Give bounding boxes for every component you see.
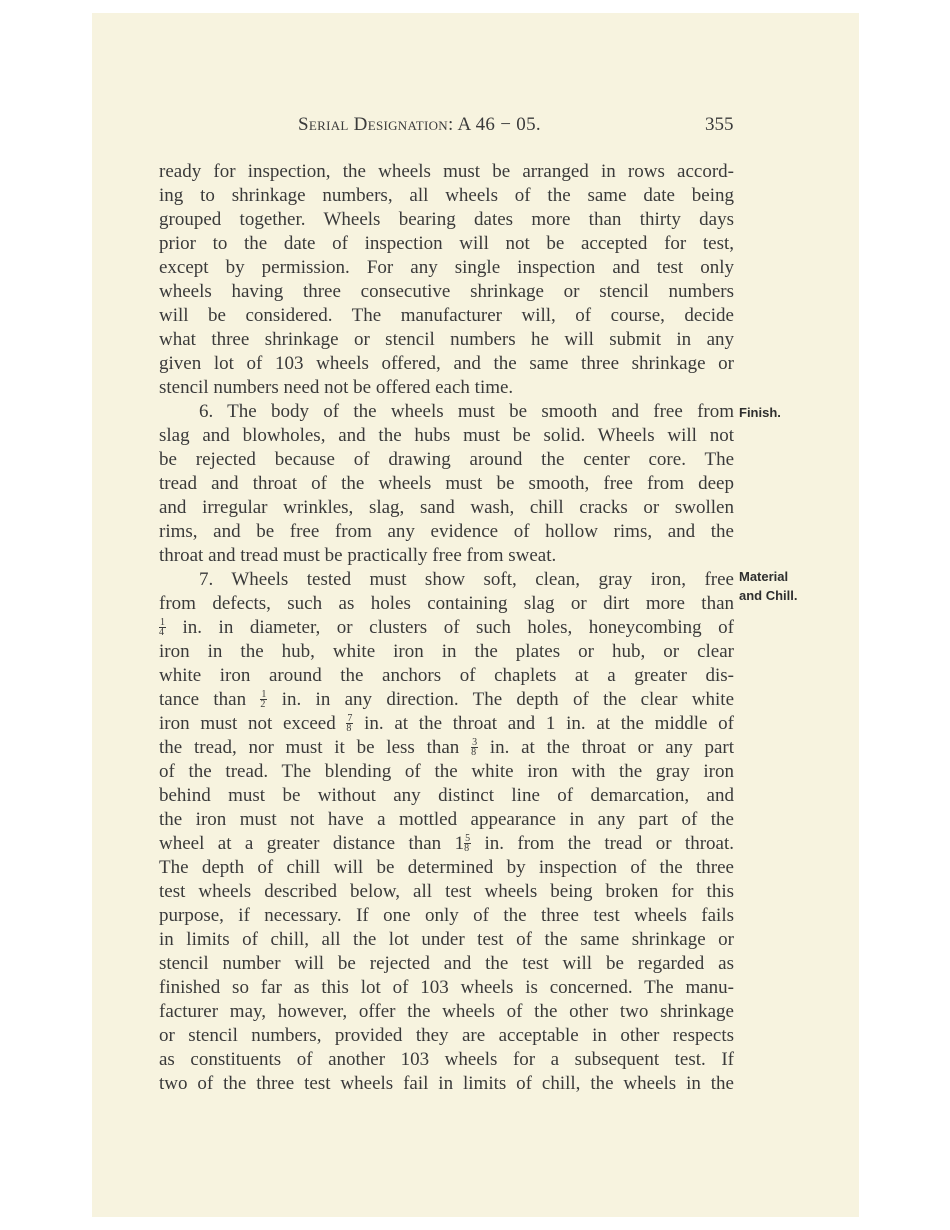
text-line: will be considered. The manufacturer will, of course, decide	[159, 305, 734, 326]
text-line: ready for inspection, the wheels must be arranged in rows accord-	[159, 161, 734, 182]
section-6-finish	[159, 400, 781, 568]
fraction-half: $\frac{1}{2}$	[260, 689, 267, 710]
text-line: rims, and be free from any evidence of hollow rims, and the	[159, 521, 734, 542]
text-line: as constituents of another 103 wheels for a subsequent test. If	[159, 1049, 734, 1070]
text-line: finished so far as this lot of 103 wheels is concerned. The manu-	[159, 977, 734, 998]
page-body	[159, 160, 798, 1096]
text-line: two of the three test wheels fail in limits of chill, the wheels in the	[159, 1073, 734, 1094]
text-line: given lot of 103 wheels offered, and the same three shrinkage or	[159, 353, 734, 374]
text-line: slag and blowholes, and the hubs must be solid. Wheels will not	[159, 425, 734, 446]
text-line: tance than $\frac{1}{2}$ in. in any direction. The depth of the clear white	[159, 689, 734, 710]
sidenote-finish	[739, 403, 781, 422]
sidenote-chill: and Chill.	[739, 588, 798, 603]
text-line: grouped together. Wheels bearing dates more than thirty days	[159, 209, 734, 230]
fraction-three-eighths: $\frac{3}{8}$	[471, 737, 478, 758]
running-title: Serial Designation: A 46 − 05.	[298, 114, 541, 135]
text-line: tread and throat of the wheels must be smooth, free from deep	[159, 473, 734, 494]
text-line: purpose, if necessary. If one only of the three test wheels fails	[159, 905, 734, 926]
text-line: be rejected because of drawing around the center core. The	[159, 449, 734, 470]
text-line: facturer may, however, offer the wheels of the other two shrinkage	[159, 1001, 734, 1022]
text-line: of the tread. The blending of the white iron with the gray iron	[159, 761, 734, 782]
text-line: prior to the date of inspection will not be accepted for test,	[159, 233, 734, 254]
text-line: iron in the hub, white iron in the plates or hub, or clear	[159, 641, 734, 662]
text-line: from defects, such as holes containing slag or dirt more than	[159, 593, 734, 614]
text-line: the tread, nor must it be less than $\frac{3}{8}$ in. at the throat or any part	[159, 737, 734, 758]
text-line: stencil number will be rejected and the test will be regarded as	[159, 953, 734, 974]
text-line: The depth of chill will be determined by inspection of the three	[159, 857, 734, 878]
text-line: behind must be without any distinct line of demarcation, and	[159, 785, 734, 806]
text-line: the iron must not have a mottled appearance in any part of the	[159, 809, 734, 830]
text-line: and irregular wrinkles, slag, sand wash, chill cracks or swollen	[159, 497, 734, 518]
text-line: white iron around the anchors of chaplets at a greater dis-	[159, 665, 734, 686]
sidenote-material-chill	[739, 567, 798, 605]
text-line: wheel at a greater distance than 1 $\frac{5}{8}$ in. from the tread or throat.	[159, 833, 734, 854]
text-line: stencil numbers need not be offered each time.	[159, 377, 514, 398]
text-line: wheels having three consecutive shrinkage or stencil numbers	[159, 281, 734, 302]
text-line: throat and tread must be practically free from sweat.	[159, 545, 557, 566]
sidenote-material: Material	[739, 569, 789, 584]
book-page	[92, 13, 859, 1217]
text-line: ing to shrinkage numbers, all wheels of the same date being	[159, 185, 734, 206]
fraction-quarter: $\frac{1}{4}$	[159, 617, 165, 638]
text-line: test wheels described below, all test wheels being broken for this	[159, 881, 734, 902]
sidenote-finish-text: Finish.	[739, 405, 781, 420]
page-number: 355	[705, 114, 734, 135]
text-line: except by permission. For any single inspection and test only	[159, 257, 734, 278]
continuation-paragraph	[159, 160, 734, 400]
section-7-material-and-chill	[159, 568, 798, 1096]
text-line: or stencil numbers, provided they are acceptable in other respects	[159, 1025, 734, 1046]
text-line: in limits of chill, all the lot under test of the same shrinkage or	[159, 929, 734, 950]
fraction-five-eighths: $\frac{5}{8}$	[464, 833, 471, 854]
text-line: iron must not exceed $\frac{7}{8}$ in. at the throat and 1 in. at the middle of	[159, 713, 734, 734]
text-line: 6. The body of the wheels must be smooth and free from	[199, 401, 734, 422]
fraction-seven-eighths: $\frac{7}{8}$	[346, 713, 353, 734]
text-line: 7. Wheels tested must show soft, clean, gray iron, free	[199, 569, 734, 590]
text-line: $\frac{1}{4}$ in. in diameter, or clusters of such holes, honeycombing of	[159, 617, 734, 638]
text-line: what three shrinkage or stencil numbers he will submit in any	[159, 329, 734, 350]
